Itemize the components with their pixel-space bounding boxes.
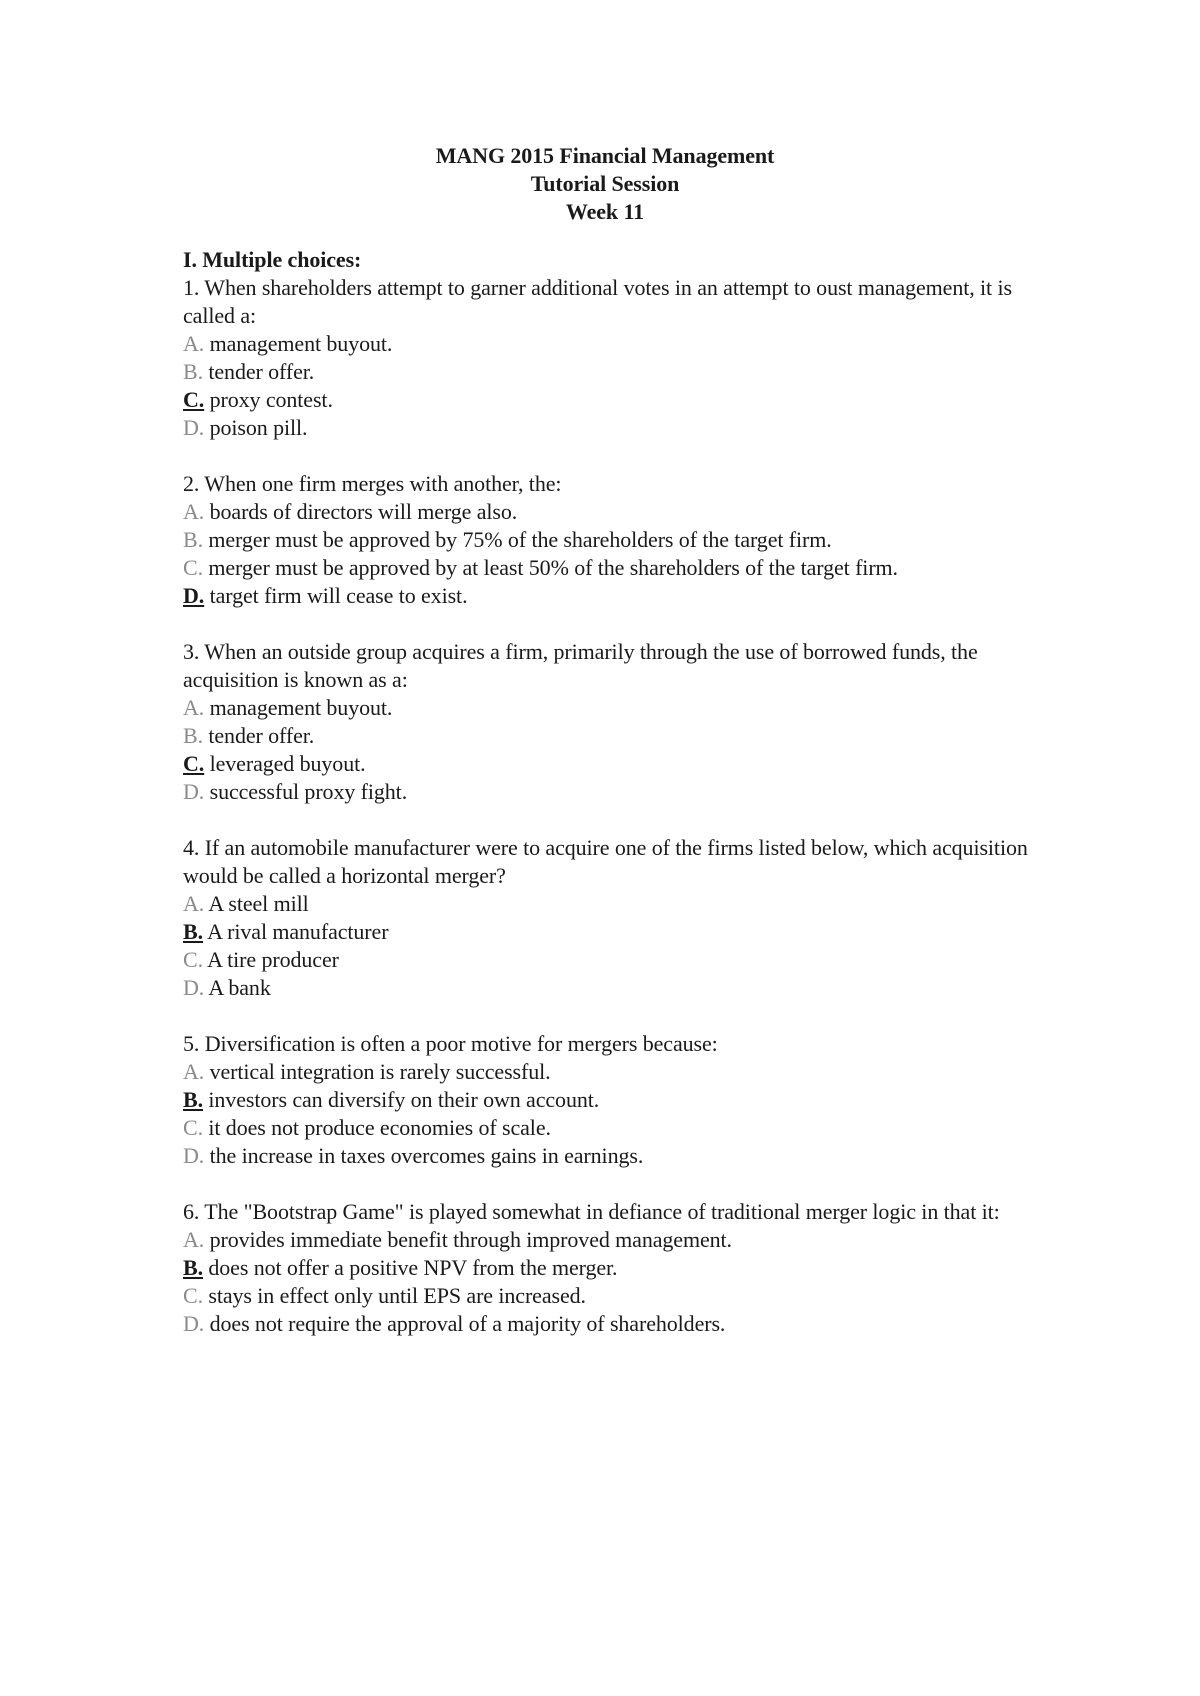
option-letter: A. [183,1227,205,1252]
option-letter: D. [183,1143,205,1168]
answer-option [183,1226,1063,1254]
option-letter: B. [183,919,203,944]
option-letter: B. [183,723,203,748]
option-letter: D. [183,583,205,608]
option-text: tender offer. [202,359,315,384]
answer-option-correct [183,386,1063,414]
option-text: proxy contest. [204,387,333,412]
option-text: successful proxy fight. [204,779,408,804]
answer-option [183,974,1063,1002]
answer-option [183,1058,1063,1086]
course-title: MANG 2015 Financial Management [435,143,775,168]
answer-option [183,1114,1063,1142]
week-label: Week 11 [565,199,645,224]
question-text: 4. If an automobile manufacturer were to acquire one of the firms listed below, which acquisition would be called a horizontal merger? [183,835,1028,888]
section-title: I. Multiple choices: [183,247,362,272]
answer-option [183,1142,1063,1170]
option-letter: C. [183,555,203,580]
document-page [183,142,1063,1366]
option-text: merger must be approved by at least 50% of the shareholders of the target firm. [202,555,898,580]
question-2 [183,470,1063,610]
option-letter: C. [183,947,203,972]
question-5 [183,1030,1063,1170]
answer-option [183,358,1063,386]
question-list [183,274,1063,1338]
option-text: A rival manufacturer [202,919,389,944]
answer-option-correct [183,1086,1063,1114]
document-header [183,142,1027,226]
option-text: target firm will cease to exist. [204,583,468,608]
option-letter: C. [183,1283,203,1308]
option-text: provides immediate benefit through improved management. [204,1227,732,1252]
question-text: 6. The "Bootstrap Game" is played somewhat in defiance of traditional merger logic in that it: [183,1199,1000,1224]
option-text: management buyout. [204,695,393,720]
option-letter: B. [183,1087,203,1112]
option-text: it does not produce economies of scale. [202,1115,551,1140]
answer-option [183,498,1063,526]
option-letter: D. [183,779,205,804]
question-text: 3. When an outside group acquires a firm, primarily through the use of borrowed funds, the acquisition is known as a: [183,639,978,692]
answer-option [183,1282,1063,1310]
answer-option [183,694,1063,722]
option-text: A tire producer [202,947,339,972]
option-text: poison pill. [204,415,308,440]
question-text: 5. Diversification is often a poor motive for mergers because: [183,1031,718,1056]
option-text: investors can diversify on their own account. [202,1087,600,1112]
question-3 [183,638,1063,806]
option-letter: D. [183,975,205,1000]
option-text: the increase in taxes overcomes gains in earnings. [204,1143,644,1168]
question-6 [183,1198,1063,1338]
option-text: does not require the approval of a majority of shareholders. [204,1311,726,1336]
option-letter: C. [183,751,205,776]
option-text: leveraged buyout. [204,751,366,776]
option-text: stays in effect only until EPS are increased. [202,1283,586,1308]
option-letter: A. [183,1059,205,1084]
option-letter: B. [183,359,203,384]
answer-option [183,330,1063,358]
answer-option [183,946,1063,974]
answer-option [183,778,1063,806]
answer-option [183,890,1063,918]
answer-option [183,722,1063,750]
option-text: A steel mill [204,891,309,916]
session-title: Tutorial Session [530,171,680,196]
answer-option-correct [183,750,1063,778]
question-4 [183,834,1063,1002]
option-letter: B. [183,1255,203,1280]
option-text: vertical integration is rarely successful. [204,1059,551,1084]
option-letter: A. [183,695,205,720]
question-text: 2. When one firm merges with another, the: [183,471,562,496]
option-text: merger must be approved by 75% of the shareholders of the target firm. [202,527,832,552]
question-text: 1. When shareholders attempt to garner additional votes in an attempt to oust management, it is called a: [183,275,1012,328]
answer-option [183,1310,1063,1338]
answer-option [183,414,1063,442]
option-text: does not offer a positive NPV from the merger. [202,1255,618,1280]
option-text: A bank [204,975,271,1000]
answer-option-correct [183,1254,1063,1282]
option-letter: C. [183,387,205,412]
answer-option-correct [183,582,1063,610]
option-letter: B. [183,527,203,552]
option-letter: A. [183,499,205,524]
option-text: tender offer. [202,723,315,748]
option-text: management buyout. [204,331,393,356]
option-text: boards of directors will merge also. [204,499,518,524]
question-1 [183,274,1063,442]
answer-option [183,526,1063,554]
answer-option [183,554,1063,582]
option-letter: A. [183,891,205,916]
option-letter: D. [183,1311,205,1336]
answer-option-correct [183,918,1063,946]
option-letter: C. [183,1115,203,1140]
option-letter: D. [183,415,205,440]
option-letter: A. [183,331,205,356]
